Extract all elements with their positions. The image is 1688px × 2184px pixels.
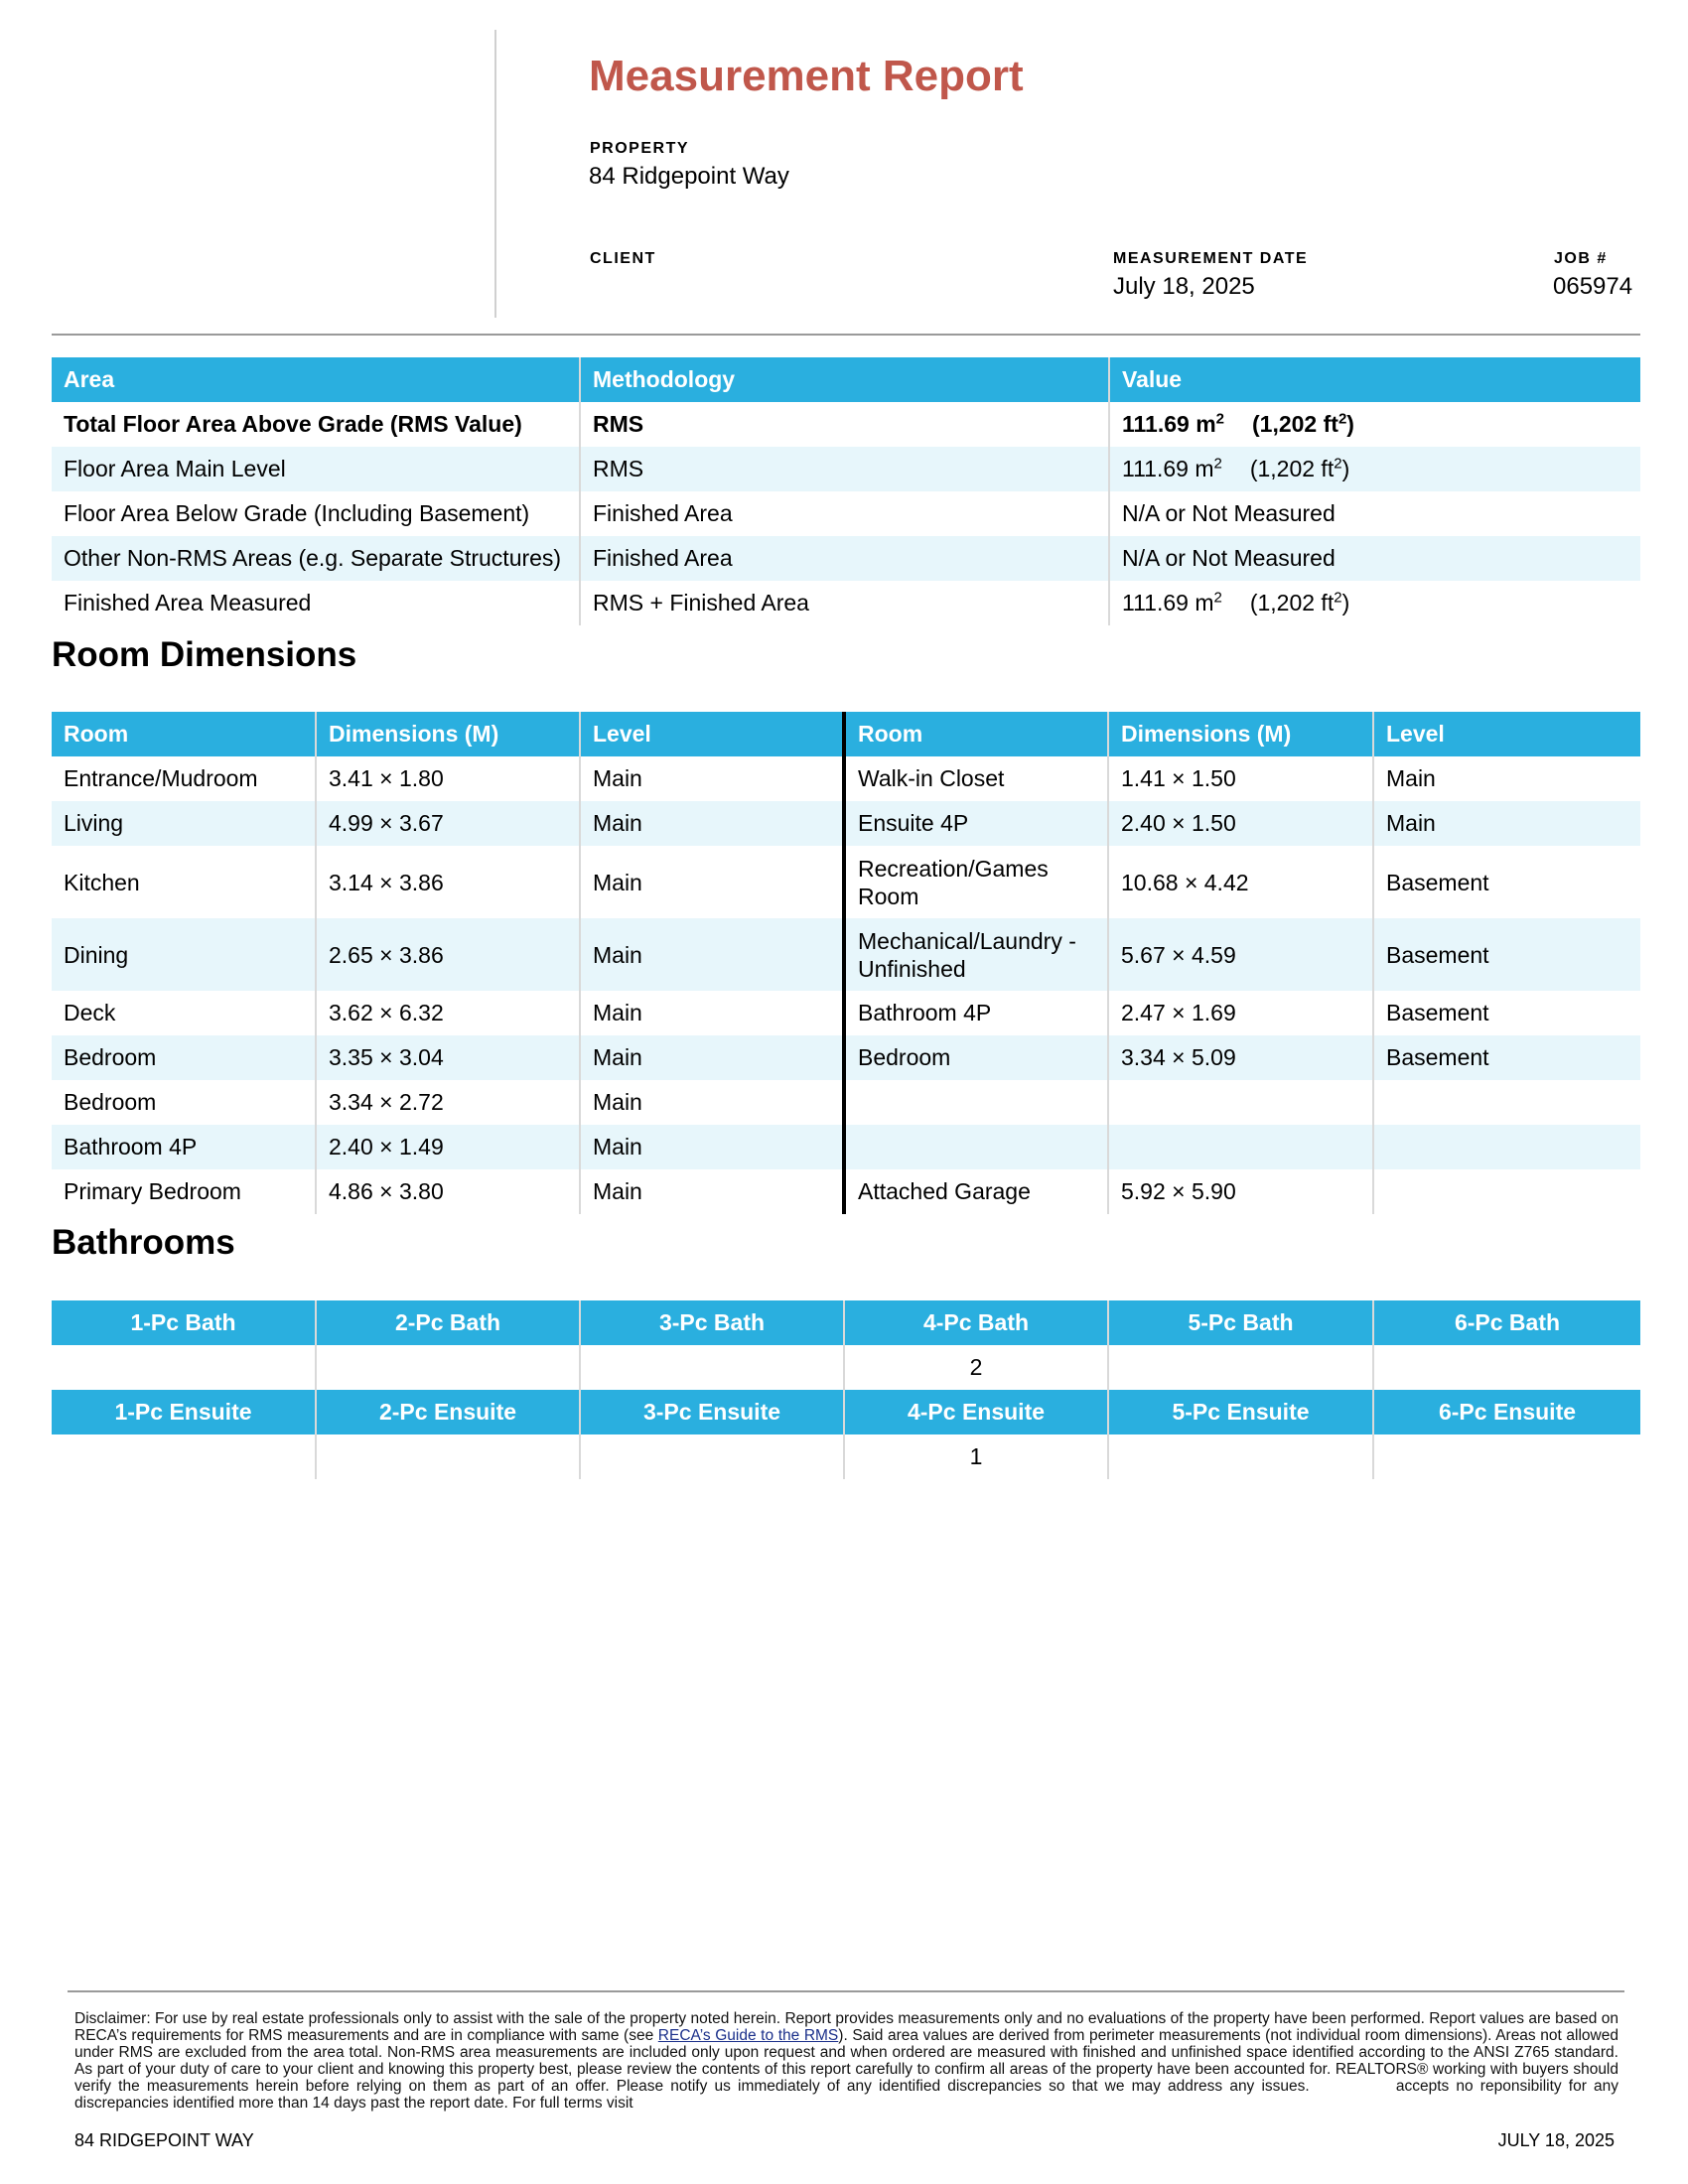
col-header-room: Room [844, 712, 1108, 756]
report-title: Measurement Report [589, 52, 1024, 100]
room-level: Main [580, 1169, 844, 1214]
table-row [52, 991, 1640, 1035]
ensuite-value-row [52, 1434, 1640, 1479]
table-row [52, 1080, 1640, 1125]
method-cell: Finished Area [580, 491, 1109, 536]
value-cell: 111.69 $m^2$ (1,202 $ft^2$) [1109, 402, 1640, 447]
table-row [52, 918, 1640, 991]
room-name [844, 1125, 1108, 1169]
ensuite-count [52, 1434, 316, 1479]
area-cell: Floor Area Main Level [52, 447, 580, 491]
ensuite-header: 6-Pc Ensuite [1373, 1390, 1640, 1434]
table-row [52, 1125, 1640, 1169]
value-cell: N/A or Not Measured [1109, 536, 1640, 581]
area-cell: Total Floor Area Above Grade (RMS Value) [64, 411, 522, 437]
room-dimensions: 10.68 × 4.42 [1108, 846, 1373, 918]
room-dimensions: 5.67 × 4.59 [1108, 918, 1373, 991]
table-row [52, 756, 1640, 801]
room-name: Primary Bedroom [64, 1178, 241, 1204]
bath-header: 6-Pc Bath [1373, 1300, 1640, 1345]
room-dimensions [1108, 1125, 1373, 1169]
footer-address: 84 RIDGEPOINT WAY [74, 2130, 254, 2150]
room-name: Bedroom [52, 1035, 316, 1080]
room-name: Ensuite 4P [844, 801, 1108, 846]
value-cell: 111.69 $m^2$ (1,202 $ft^2$) [1109, 581, 1640, 625]
bath-header-row [52, 1300, 1640, 1345]
ensuite-header: 1-Pc Ensuite [52, 1390, 316, 1434]
room-dimensions: 3.34 × 5.09 [1108, 1035, 1373, 1080]
client-label: CLIENT [590, 250, 656, 267]
room-level: Main [580, 846, 844, 918]
ensuite-header: 5-Pc Ensuite [1108, 1390, 1373, 1434]
room-dimensions [1108, 1080, 1373, 1125]
measurement-date-label: MEASUREMENT DATE [1113, 250, 1309, 267]
room-name: Bedroom [844, 1035, 1108, 1080]
bath-count [316, 1345, 580, 1390]
room-name: Recreation/Games Room [844, 846, 1108, 918]
header-divider [494, 30, 496, 318]
room-name: Bedroom [64, 1089, 157, 1115]
bath-count [52, 1345, 316, 1390]
room-name [844, 1080, 1108, 1125]
room-dimensions: 3.41 × 1.80 [316, 756, 580, 801]
room-level: Main [1373, 756, 1640, 801]
table-row [52, 801, 1640, 846]
col-header-dimensions: Dimensions (M) [316, 712, 580, 756]
bath-count [1373, 1345, 1640, 1390]
bathrooms-heading: Bathrooms [52, 1223, 235, 1262]
method-cell: RMS + Finished Area [580, 581, 1109, 625]
col-header-area: Area [52, 357, 580, 402]
room-dimensions: 4.99 × 3.67 [316, 801, 580, 846]
room-dimensions: 2.40 × 1.50 [1108, 801, 1373, 846]
job-number-label: JOB # [1554, 250, 1608, 267]
col-header-methodology: Methodology [580, 357, 1109, 402]
room-level: Main [580, 1080, 844, 1125]
bath-header: 4-Pc Bath [844, 1300, 1108, 1345]
property-value: 84 Ridgepoint Way [589, 163, 789, 190]
ensuite-count: 1 [844, 1434, 1108, 1479]
table-row [52, 402, 1640, 447]
room-dimensions: 3.34 × 2.72 [316, 1080, 580, 1125]
room-level: Main [580, 756, 844, 801]
room-name: Attached Garage [844, 1169, 1108, 1214]
room-dimensions: 3.62 × 6.32 [316, 991, 580, 1035]
method-cell: RMS [580, 402, 1109, 447]
table-row [52, 846, 1640, 918]
room-name: Kitchen [64, 869, 140, 895]
room-name: Bathroom 4P [844, 991, 1108, 1035]
area-cell: Finished Area Measured [64, 590, 312, 615]
room-level: Main [580, 918, 844, 991]
bath-header: 1-Pc Bath [52, 1300, 316, 1345]
table-row [52, 491, 1640, 536]
room-level: Basement [1373, 846, 1640, 918]
ensuite-count [1108, 1434, 1373, 1479]
room-dimensions: 2.65 × 3.86 [316, 918, 580, 991]
value-cell: N/A or Not Measured [1109, 491, 1640, 536]
bath-value-row [52, 1345, 1640, 1390]
room-dimensions: 4.86 × 3.80 [316, 1169, 580, 1214]
room-name: Bathroom 4P [52, 1125, 316, 1169]
room-level: Main [580, 1125, 844, 1169]
bath-count [1108, 1345, 1373, 1390]
room-name: Deck [64, 1000, 116, 1025]
measurement-date-value: July 18, 2025 [1113, 273, 1255, 300]
room-dimensions: 2.47 × 1.69 [1108, 991, 1373, 1035]
room-name: Walk-in Closet [844, 756, 1108, 801]
reca-guide-link[interactable]: RECA’s Guide to the RMS [657, 2027, 839, 2044]
room-level: Main [580, 991, 844, 1035]
area-cell: Other Non-RMS Areas (e.g. Separate Structures) [52, 536, 580, 581]
room-level [1373, 1125, 1640, 1169]
method-cell: RMS [580, 447, 1109, 491]
room-name: Entrance/Mudroom [64, 765, 258, 791]
bath-count: 2 [844, 1345, 1108, 1390]
room-name: Living [52, 801, 316, 846]
room-dimensions: 3.35 × 3.04 [316, 1035, 580, 1080]
footer-date: JULY 18, 2025 [1497, 2130, 1615, 2150]
room-dimensions-table [52, 712, 1640, 1214]
room-level [1373, 1080, 1640, 1125]
bath-count [580, 1345, 844, 1390]
room-level: Basement [1373, 1035, 1640, 1080]
room-level: Basement [1373, 918, 1640, 991]
room-level: Basement [1373, 991, 1640, 1035]
room-name: Mechanical/Laundry - Unfinished [844, 918, 1108, 991]
table-row [52, 1035, 1640, 1080]
ensuite-count [316, 1434, 580, 1479]
room-level [1373, 1169, 1640, 1214]
ensuite-count [1373, 1434, 1640, 1479]
room-level: Main [1373, 801, 1640, 846]
room-dimensions: 1.41 × 1.50 [1108, 756, 1373, 801]
ensuite-header-row [52, 1390, 1640, 1434]
bath-header: 3-Pc Bath [580, 1300, 844, 1345]
room-level: Main [580, 801, 844, 846]
area-table [52, 357, 1640, 625]
footer-rule [68, 1990, 1624, 1992]
col-header-room: Room [52, 712, 316, 756]
room-name: Dining [52, 918, 316, 991]
table-row [52, 447, 1640, 491]
room-dimensions-heading: Room Dimensions [52, 635, 357, 674]
room-table-body [52, 756, 1640, 1214]
room-dimensions: 5.92 × 5.90 [1108, 1169, 1373, 1214]
area-cell: Floor Area Below Grade (Including Basement) [64, 500, 530, 526]
room-table-header [52, 712, 1640, 756]
ensuite-header: 2-Pc Ensuite [316, 1390, 580, 1434]
col-header-level: Level [580, 712, 844, 756]
table-row [52, 1169, 1640, 1214]
room-dimensions: 3.14 × 3.86 [316, 846, 580, 918]
col-header-level: Level [1373, 712, 1640, 756]
method-cell: Finished Area [580, 536, 1109, 581]
col-header-dimensions: Dimensions (M) [1108, 712, 1373, 756]
bath-header: 2-Pc Bath [316, 1300, 580, 1345]
table-row [52, 536, 1640, 581]
ensuite-count [580, 1434, 844, 1479]
table-row [52, 581, 1640, 625]
bath-header: 5-Pc Bath [1108, 1300, 1373, 1345]
ensuite-header: 3-Pc Ensuite [580, 1390, 844, 1434]
property-label: PROPERTY [590, 140, 690, 157]
col-header-value: Value [1109, 357, 1640, 402]
job-number-value: 065974 [1553, 273, 1633, 300]
disclaimer-text: Disclaimer: For use by real estate professionals only to assist with the sale of the property noted herein. Report provides measurements only and no evaluations of the property have been performed. Report values are based on RECA’s requirements for RMS measurements and are in compliance with same (see RECA’s Guide to the RMS). Said area values are derived from perimeter measurements (not individual room dimensions). Areas not allowed under RMS are excluded from the area total. Non-RMS area measurements are included only upon request and when ordered are measured with finished and unfinished space identified according to the ANSI Z765 standard. As part of your duty of care to your client and knowing this property best, please review the contents of this report carefully to confirm all areas of the property have been accounted for. REALTORS® working with buyers should verify the measurements herein before relying on them as part of an offer. Please notify us immediately of any identified discrepancies so that we may address any issues. accepts no reponsibility for any discrepancies identified more than 14 days past the report date. For full terms visit [74, 2010, 1619, 2112]
bathrooms-table [52, 1300, 1640, 1479]
room-dimensions: 2.40 × 1.49 [316, 1125, 580, 1169]
area-table-header [52, 357, 1640, 402]
room-level: Main [580, 1035, 844, 1080]
value-cell: 111.69 $m^2$ (1,202 $ft^2$) [1109, 447, 1640, 491]
header-rule [52, 334, 1640, 336]
ensuite-header: 4-Pc Ensuite [844, 1390, 1108, 1434]
